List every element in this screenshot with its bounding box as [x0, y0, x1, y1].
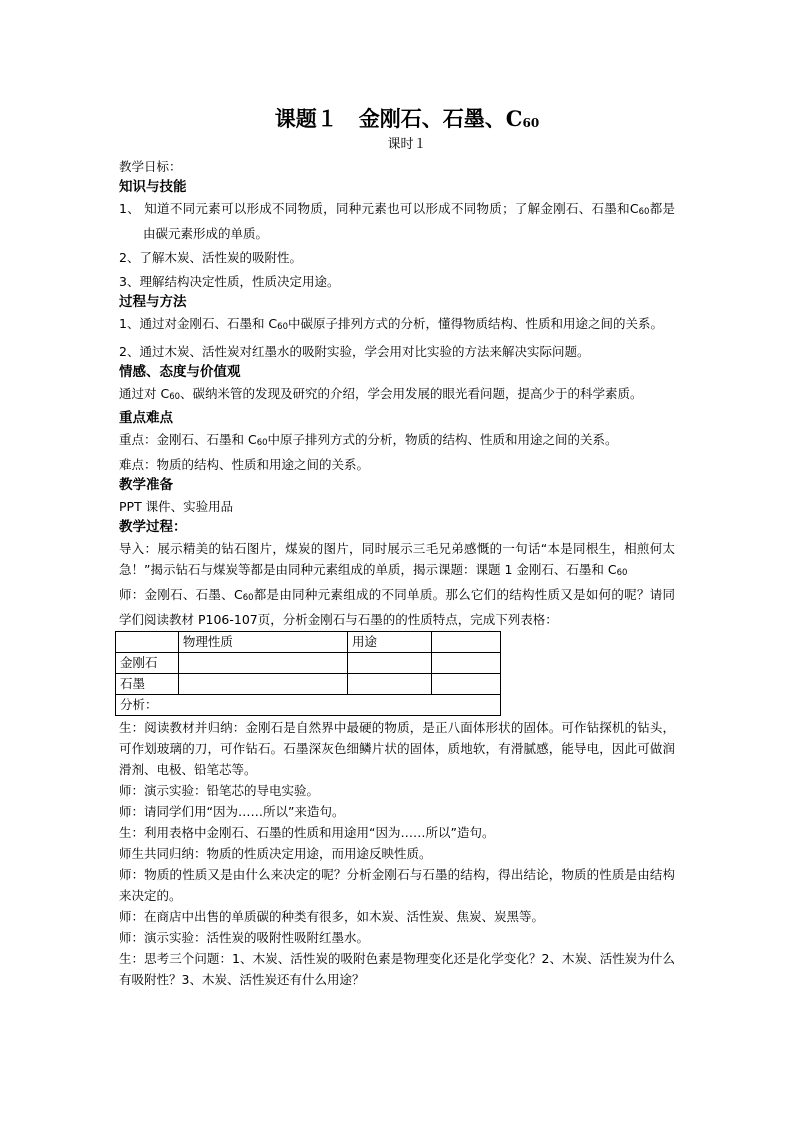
process-heading: 过程与方法 [119, 294, 187, 310]
paragraph: 师：演示实验：活性炭的吸附性吸附红墨水。 [119, 930, 370, 945]
process-item-1: 1、通过对金刚石、石墨和 $C_{60}$中碳原子排列方式的分析，懂得物质结构、性质和用途之间的关系。 [119, 316, 663, 332]
knowledge-item-1: 1、 知道不同元素可以形成不同物质，同种元素也可以形成不同物质；了解金刚石、石墨和$C_{60}$都是由碳元素形成的单质。 [119, 201, 675, 241]
table-row-label: 石墨 [116, 674, 179, 695]
procedure-intro: 导入：展示精美的钻石图片，煤炭的图片，同时展示三毛兄弟感慨的一句话“本是同根生，相煎何太急！”揭示钻石与煤炭等都是由同种元素组成的单质，揭示课题：课题 1 金刚石、石墨和 $C_{60}$ [119, 541, 675, 578]
emotion-heading: 情感、态度与价值观 [119, 364, 241, 380]
paragraph: 师：物质的性质又是由什么来决定的呢？分析金刚石与石墨的结构，得出结论，物质的性质是由结构来决定的。 [119, 867, 675, 903]
document-title: 课题１ 金刚石、石墨、$C_{60}$ [274, 106, 540, 131]
key-points-heading: 重点难点 [119, 410, 173, 426]
teaching-goal-label: 教学日标： [119, 159, 182, 174]
key-point-text: 重点：金刚石、石墨和 $C_{60}$中原子排列方式的分析，物质的结构、性质和用途之间的关系。 [119, 432, 618, 448]
property-table [115, 631, 501, 716]
document-page [119, 100, 675, 990]
knowledge-item-3: 3、理解结构决定性质，性质决定用途。 [119, 274, 340, 289]
table-cell [432, 674, 501, 695]
table-header-cell: 用途 [348, 632, 432, 653]
process-item-2: 2、通过木炭、活性炭对红墨水的吸附实验，学会用对比实验的方法来解决实际问题。 [119, 344, 590, 359]
table-analysis-row [116, 695, 501, 716]
paragraph: 师：请同学们用“因为……所以”来造句。 [119, 804, 345, 819]
paragraph: 生：利用表格中金刚石、石墨的性质和用途用“因为……所以”造句。 [119, 825, 495, 840]
paragraph: 生：阅读教材并归纳：金刚石是自然界中最硬的物质，是正八面体形状的固体。可作钻探机的钻头，可作划玻璃的刀，可作钻石。石墨深灰色细鳞片状的固体，质地软，有滑腻感，能导电，因此可做润滑剂、电极、铅笔芯等。 [119, 720, 675, 777]
table-header-cell: 物理性质 [178, 632, 347, 653]
preparation-text: PPT 课件、实验用品 [119, 499, 234, 514]
lesson-subtitle: 课时１ [387, 137, 427, 152]
table-analysis-label: 分析： [116, 695, 501, 716]
paragraph: 师：演示实验：铅笔芯的导电实验。 [119, 783, 320, 798]
table-row-label: 金刚石 [116, 653, 179, 674]
paragraph: 师生共同归纳：物质的性质决定用途，而用途反映性质。 [119, 846, 432, 861]
table-cell [432, 653, 501, 674]
table-cell [178, 653, 347, 674]
knowledge-heading: 知识与技能 [119, 179, 187, 195]
table-row [116, 674, 501, 695]
table-header-row [116, 632, 501, 653]
table-row [116, 653, 501, 674]
paragraph: 师：在商店中出售的单质碳的种类有很多，如木炭、活性炭、焦炭、炭黑等。 [119, 909, 545, 924]
table-cell [348, 653, 432, 674]
difficult-point-text: 难点：物质的结构、性质和用途之间的关系。 [119, 457, 370, 472]
emotion-text: 通过对 $C_{60}$、碳纳米管的发现及研究的介绍，学会用发展的眼光看问题，提高少于的科学素质。 [119, 386, 643, 402]
table-header-cell [432, 632, 501, 653]
procedure-heading: 教学过程： [119, 519, 187, 535]
paragraph: 生：思考三个问题：1、木炭、活性炭的吸附色素是物理变化还是化学变化？2、木炭、活性炭为什么有吸附性？3、木炭、活性炭还有什么用途？ [119, 951, 675, 987]
table-header-cell [116, 632, 179, 653]
knowledge-item-2: 2、了解木炭、活性炭的吸附性。 [119, 250, 302, 265]
preparation-heading: 教学准备 [119, 477, 173, 493]
procedure-teacher-question: 师：金刚石、石墨、$C_{60}$都是由同种元素组成的不同单质。那么它们的结构性质又是如何的呢？请同学们阅读教材 P106-107页，分析金刚石与石墨的的性质特点，完成下列表格： [119, 587, 675, 627]
table-cell [348, 674, 432, 695]
table-cell [178, 674, 347, 695]
